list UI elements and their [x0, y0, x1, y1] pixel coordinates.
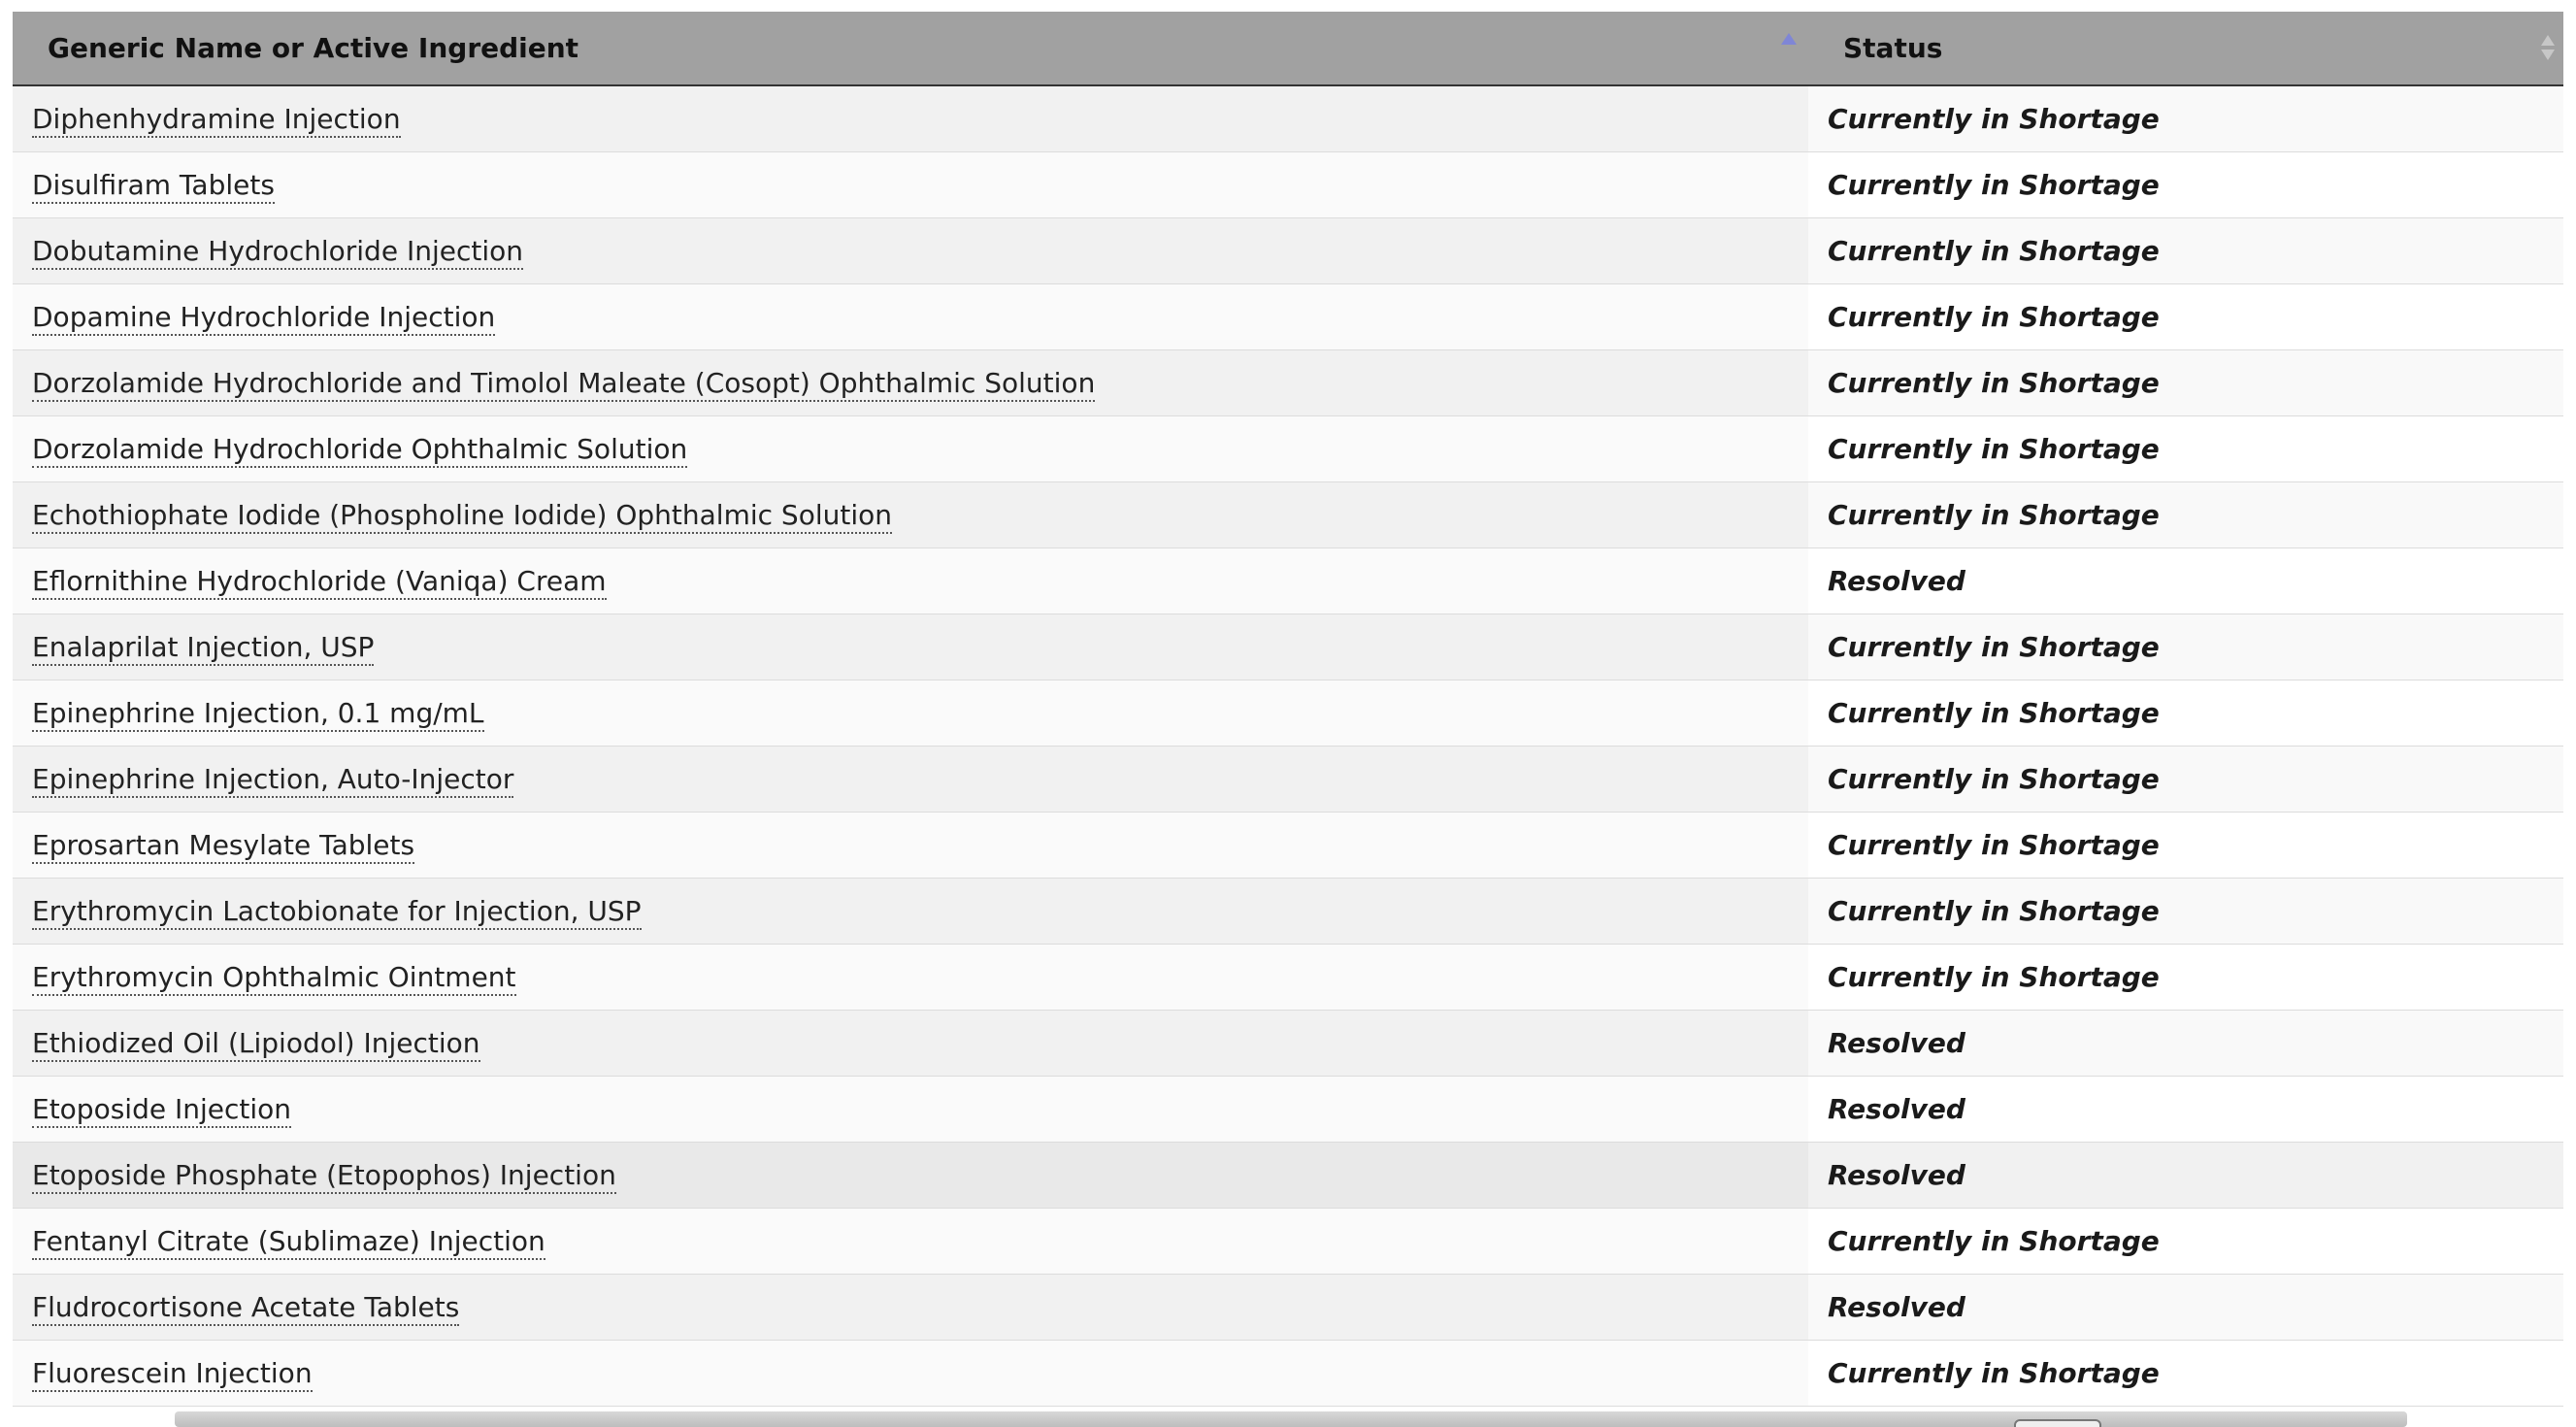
drug-name-link[interactable]: Echothiophate Iodide (Phospholine Iodide) Ophthalmic Solution [32, 499, 892, 534]
status-cell [1808, 349, 2563, 415]
drug-name-cell [13, 1274, 1808, 1340]
status-cell [1808, 1340, 2563, 1406]
status-text: Currently in Shortage [1828, 432, 2160, 465]
status-cell [1808, 283, 2563, 349]
status-text: Currently in Shortage [1828, 762, 2160, 795]
drug-name-link[interactable]: Diphenhydramine Injection [32, 103, 401, 138]
drug-name-cell [13, 878, 1808, 944]
status-text: Resolved [1828, 1026, 1965, 1059]
table-row [13, 746, 2563, 812]
table-row [13, 415, 2563, 481]
table-row [13, 1340, 2563, 1406]
status-text: Currently in Shortage [1828, 234, 2160, 267]
column-header-generic-name[interactable] [13, 12, 1808, 85]
table-row [13, 1142, 2563, 1208]
table-row [13, 1274, 2563, 1340]
drug-name-link[interactable]: Epinephrine Injection, Auto-Injector [32, 763, 513, 798]
table-row [13, 812, 2563, 878]
drug-name-cell [13, 746, 1808, 812]
table-row [13, 151, 2563, 217]
drug-name-link[interactable]: Fludrocortisone Acetate Tablets [32, 1291, 459, 1326]
drug-name-link[interactable]: Erythromycin Ophthalmic Ointment [32, 961, 516, 996]
table-header [13, 12, 2563, 85]
status-text: Resolved [1828, 1092, 1965, 1125]
drug-name-link[interactable]: Disulfiram Tablets [32, 169, 275, 204]
status-text: Currently in Shortage [1828, 696, 2160, 729]
table-row [13, 1010, 2563, 1076]
drug-name-cell [13, 1142, 1808, 1208]
status-cell [1808, 151, 2563, 217]
status-cell [1808, 548, 2563, 614]
status-text: Currently in Shortage [1828, 828, 2160, 861]
drug-name-link[interactable]: Eflornithine Hydrochloride (Vaniqa) Cream [32, 565, 607, 600]
table-row [13, 614, 2563, 680]
column-header-label: Status [1843, 32, 1943, 64]
status-cell [1808, 415, 2563, 481]
status-text: Resolved [1828, 564, 1965, 597]
column-header-status[interactable] [1808, 12, 2563, 85]
drug-name-cell [13, 1076, 1808, 1142]
status-text: Currently in Shortage [1828, 960, 2160, 993]
table-row [13, 349, 2563, 415]
table-row [13, 944, 2563, 1010]
status-cell [1808, 878, 2563, 944]
drug-name-cell [13, 151, 1808, 217]
sort-both-icon[interactable] [2540, 35, 2556, 64]
drug-name-link[interactable]: Ethiodized Oil (Lipiodol) Injection [32, 1027, 480, 1062]
drug-name-cell [13, 481, 1808, 548]
status-cell [1808, 1142, 2563, 1208]
status-cell [1808, 944, 2563, 1010]
drug-name-cell [13, 944, 1808, 1010]
status-text: Resolved [1828, 1158, 1965, 1191]
status-text: Currently in Shortage [1828, 498, 2160, 531]
status-cell [1808, 217, 2563, 283]
drug-name-cell [13, 217, 1808, 283]
table-row [13, 878, 2563, 944]
drug-name-cell [13, 548, 1808, 614]
drug-name-link[interactable]: Epinephrine Injection, 0.1 mg/mL [32, 697, 484, 732]
drug-name-cell [13, 680, 1808, 746]
status-cell [1808, 746, 2563, 812]
table-row [13, 548, 2563, 614]
drug-name-link[interactable]: Etoposide Injection [32, 1093, 291, 1128]
drug-name-cell [13, 85, 1808, 151]
column-header-label: Generic Name or Active Ingredient [48, 32, 579, 64]
status-text: Currently in Shortage [1828, 630, 2160, 663]
status-text: Currently in Shortage [1828, 1224, 2160, 1257]
table-row [13, 283, 2563, 349]
drug-name-cell [13, 349, 1808, 415]
drug-name-cell [13, 415, 1808, 481]
drug-name-link[interactable]: Fluorescein Injection [32, 1357, 313, 1392]
table-row [13, 85, 2563, 151]
drug-name-cell [13, 812, 1808, 878]
table-row [13, 217, 2563, 283]
status-text: Resolved [1828, 1290, 1965, 1323]
status-text: Currently in Shortage [1828, 894, 2160, 927]
drug-name-link[interactable]: Dobutamine Hydrochloride Injection [32, 235, 523, 270]
drug-name-link[interactable]: Erythromycin Lactobionate for Injection, USP [32, 895, 642, 930]
drug-name-cell [13, 283, 1808, 349]
status-text: Currently in Shortage [1828, 102, 2160, 135]
status-text: Currently in Shortage [1828, 1356, 2160, 1389]
drug-name-link[interactable]: Dorzolamide Hydrochloride and Timolol Maleate (Cosopt) Ophthalmic Solution [32, 367, 1095, 402]
footer-button[interactable] [2014, 1419, 2101, 1427]
status-cell [1808, 85, 2563, 151]
table-row [13, 1208, 2563, 1274]
status-cell [1808, 680, 2563, 746]
status-cell [1808, 1076, 2563, 1142]
drug-name-link[interactable]: Etoposide Phosphate (Etopophos) Injection [32, 1159, 616, 1194]
drug-name-link[interactable]: Fentanyl Citrate (Sublimaze) Injection [32, 1225, 545, 1260]
status-cell [1808, 614, 2563, 680]
status-cell [1808, 1010, 2563, 1076]
table-body [13, 85, 2563, 1406]
drug-shortage-table [13, 12, 2563, 1407]
table-row [13, 481, 2563, 548]
drug-name-link[interactable]: Dorzolamide Hydrochloride Ophthalmic Solution [32, 433, 687, 468]
drug-name-cell [13, 1010, 1808, 1076]
status-cell [1808, 812, 2563, 878]
drug-name-link[interactable]: Eprosartan Mesylate Tablets [32, 829, 414, 864]
status-cell [1808, 481, 2563, 548]
status-text: Currently in Shortage [1828, 168, 2160, 201]
status-text: Currently in Shortage [1828, 366, 2160, 399]
table-row [13, 1076, 2563, 1142]
table-row [13, 680, 2563, 746]
sort-ascending-icon[interactable] [1781, 33, 1797, 45]
status-cell [1808, 1274, 2563, 1340]
drug-name-link[interactable]: Enalaprilat Injection, USP [32, 631, 374, 666]
header-row [13, 12, 2563, 85]
drug-name-link[interactable]: Dopamine Hydrochloride Injection [32, 301, 495, 336]
drug-name-cell [13, 1208, 1808, 1274]
status-text: Currently in Shortage [1828, 300, 2160, 333]
drug-name-cell [13, 1340, 1808, 1406]
drug-name-cell [13, 614, 1808, 680]
status-cell [1808, 1208, 2563, 1274]
